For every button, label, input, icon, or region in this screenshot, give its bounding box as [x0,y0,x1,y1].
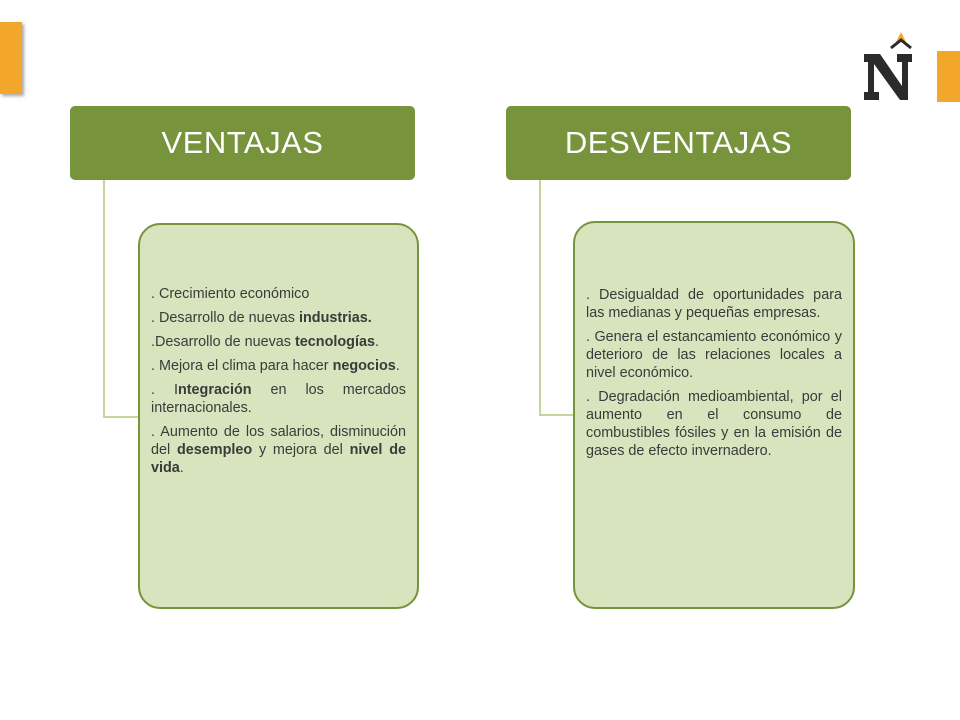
desventajas-box [573,221,855,609]
ventajas-item: . Crecimiento económico [151,286,310,302]
desventajas-item: . Degradación medioambiental, por el aumento en el consumo de combustibles fósiles y en la emisión de gases de efecto invernadero. [586,389,842,459]
ventajas-item: . Desarrollo de nuevas industrias. [151,310,372,326]
ventajas-item: . Aumento de los salarios, disminución del desempleo y mejora del nivel de vida. [151,424,406,476]
desventajas-item: . Genera el estancamiento económico y deterioro de las relaciones locales a nivel económico. [586,329,842,381]
ventajas-item: . Mejora el clima para hacer negocios. [151,358,400,374]
accent-bar-right [937,51,960,102]
desventajas-item: . Desigualdad de oportunidades para las medianas y pequeñas empresas. [586,287,842,321]
accent-bar-left [0,22,22,94]
ventajas-box [138,223,419,609]
ventajas-title: VENTAJAS [161,125,324,160]
logo-n-icon [858,28,918,104]
ventajas-item: .Desarrollo de nuevas tecnologías. [151,334,379,350]
desventajas-connector [539,180,577,416]
ventajas-connector [103,180,142,418]
ventajas-header [70,106,415,180]
desventajas-header [506,106,851,180]
desventajas-title: DESVENTAJAS [564,125,793,160]
ventajas-item: . Integración en los mercados internacionales. [151,382,406,416]
